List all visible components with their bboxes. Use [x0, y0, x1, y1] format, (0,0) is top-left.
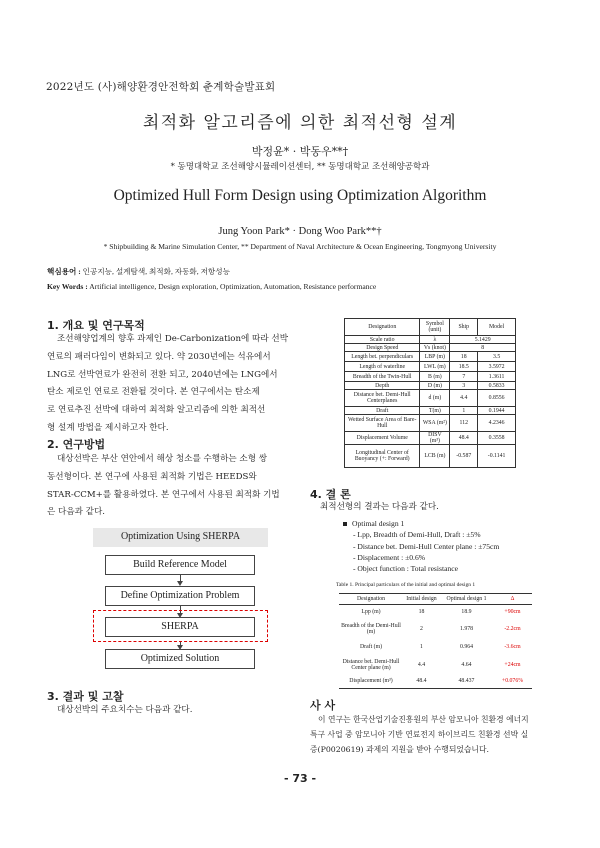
table-cell: 3.5 — [478, 352, 516, 362]
table-cell: Design Speed — [345, 344, 420, 352]
table-cell: Depth — [345, 382, 420, 390]
optimal-design-table — [339, 593, 532, 689]
table-cell: 0.1944 — [478, 407, 516, 415]
table-header-cell: Δ — [510, 596, 515, 602]
table-cell: DISV (m³) — [420, 432, 450, 445]
table-cell: 0.8556 — [478, 390, 516, 407]
table-header-cell: Designation — [356, 596, 385, 602]
table-cell: Length bet. perpendiculars — [345, 352, 420, 362]
section1-line: LNG로 선박연료가 완전히 전환 되고, 2040년에는 LNG에서 — [47, 369, 278, 380]
table-cell: 1 — [420, 643, 423, 650]
table-row — [345, 382, 516, 390]
section3-line: 대상선박의 주요치수는 다음과 같다. — [57, 705, 193, 715]
table-row — [345, 336, 516, 344]
table-cell: 18 — [418, 608, 425, 615]
table-row — [345, 432, 516, 445]
section2-body — [47, 451, 294, 522]
table-header-cell: Model — [478, 319, 516, 336]
section3-body — [47, 702, 294, 720]
table-cell: 0.964 — [459, 643, 474, 650]
section4-heading: 4. 결 론 — [310, 488, 351, 501]
table2-caption: Table 1. Principal particulars of the initial and optimal design 1 — [336, 582, 476, 588]
table-row — [339, 639, 532, 655]
table-cell: 48.437 — [458, 678, 475, 685]
list-item: - Lpp, Breadth of Demi-Hull, Draft : ±5% — [353, 530, 481, 540]
table-row — [345, 390, 516, 407]
table-cell: Breadth of the Demi-Hull (m) — [341, 622, 401, 635]
table-row — [339, 619, 532, 639]
table-row — [345, 415, 516, 432]
table-header-cell: Ship — [450, 319, 478, 336]
table-row — [339, 605, 532, 619]
table-cell: D (m) — [420, 382, 450, 390]
table-row — [345, 352, 516, 362]
authors-ko: 박정윤* · 박동우**† — [251, 145, 349, 158]
table-cell: Displacement (m³) — [349, 678, 393, 685]
table-cell: 48.4 — [450, 432, 478, 445]
keywords-ko-label: 핵심용어 : — [47, 267, 81, 276]
table-row — [339, 675, 532, 689]
table-cell: Draft (m) — [359, 643, 383, 650]
table-header-cell: Symbol (unit) — [420, 319, 450, 336]
table-header-row — [339, 594, 532, 605]
table-row — [345, 372, 516, 382]
bullet-item — [343, 518, 573, 529]
table-cell: Distance bet. Demi-Hull Centerplanes — [345, 390, 420, 407]
section1-line: 형 설계 방법을 제시하고자 한다. — [47, 422, 169, 433]
table-cell: 4.64 — [461, 661, 472, 668]
table-cell: -2.2cm — [504, 625, 521, 632]
table-row — [345, 362, 516, 372]
flow-step-define-problem: Define Optimization Problem — [105, 586, 255, 606]
table-cell: 4.4 — [417, 661, 426, 668]
table-cell: 18.5 — [450, 362, 478, 372]
table-cell: +24cm — [504, 661, 521, 668]
acknowledgment-body — [310, 712, 562, 757]
acknowledgment-line: 이 연구는 한국산업기술진흥원의 부산 암모니아 친환경 에너지 — [318, 715, 529, 724]
keywords-en-label: Key Words : — [47, 282, 88, 291]
table-cell: Distance bet. Demi-Hull Center plane (m) — [342, 658, 400, 671]
table-cell: Length of waterline — [345, 362, 420, 372]
table-cell: d (m) — [420, 390, 450, 407]
acknowledgment-line: 증(P0020619) 과제의 지원을 받아 수행되었습니다. — [310, 745, 489, 754]
section2-line: 동선형이다. 본 연구에 사용된 최적화 기법은 HEEDS와 — [47, 471, 257, 482]
table-cell: λ — [420, 336, 450, 344]
table-row — [345, 344, 516, 352]
table-cell: -0.1141 — [478, 445, 516, 468]
table-cell: +90cm — [504, 608, 521, 615]
section2-line: STAR-CCM+를 활용하였다. 본 연구에서 사용된 최적화 기법 — [47, 489, 280, 500]
table-cell: LBP (m) — [420, 352, 450, 362]
section1-line: 조선해양업계의 향후 과제인 De-Carbonization에 따라 선박 — [57, 334, 288, 344]
list-item: - Distance bet. Demi-Hull Center plane : ±75cm — [353, 541, 500, 551]
table-row — [345, 407, 516, 415]
table-header-row — [345, 319, 516, 336]
table-cell: 18.9 — [461, 608, 472, 615]
table-cell: 4.4 — [450, 390, 478, 407]
page-number: - 73 - — [283, 772, 317, 785]
table-cell: 0.5833 — [478, 382, 516, 390]
principal-dimensions-table — [344, 318, 516, 468]
section2-heading: 2. 연구방법 — [47, 438, 106, 451]
table-cell: +0.076% — [501, 678, 524, 685]
flow-step-build-model: Build Reference Model — [105, 555, 255, 575]
section1-line: 탄소 제로인 연료로 전환될 것이다. 본 연구에서는 탄소제 — [47, 387, 260, 398]
flowchart-header: Optimization Using SHERPA — [93, 528, 268, 547]
table-cell: 18 — [450, 352, 478, 362]
table-cell: 1.978 — [459, 625, 474, 632]
table-cell: Longitudinal Center of Buoyancy (+: Forward) — [345, 445, 420, 468]
table-cell: 112 — [450, 415, 478, 432]
table-cell: Wetted Surface Area of Bare-Hull — [345, 415, 420, 432]
bullet-label: Optimal design 1 — [352, 519, 405, 528]
section2-line: 대상선박은 부산 연안에서 해상 청소를 수행하는 소형 쌍 — [57, 454, 268, 464]
affiliation-en: * Shipbuilding & Marine Simulation Center, ** Department of Naval Architecture & Ocean Engineering, Tongmyong University — [103, 242, 497, 251]
section4-body — [310, 499, 560, 517]
table-cell: 2 — [420, 625, 423, 632]
table-cell: Displacement Volume — [345, 432, 420, 445]
paper-title-ko: 최적화 알고리즘에 의한 최적선형 설계 — [142, 113, 458, 133]
table-cell: 48.4 — [416, 678, 427, 685]
table-cell: -3.6cm — [504, 643, 521, 650]
table-header-cell: Optimal design 1 — [446, 596, 487, 602]
flow-step-sherpa: SHERPA — [105, 617, 255, 637]
acknowledgment-heading: 사 사 — [310, 699, 336, 712]
table-cell: LCB (m) — [420, 445, 450, 468]
acknowledgment-line: 특구 사업 중 암모니아 기반 연료전지 하이브리드 친환경 선박 실 — [310, 730, 529, 739]
section2-line: 은 다음과 같다. — [47, 507, 106, 518]
table-header-cell: Designation — [345, 319, 420, 336]
section3-heading: 3. 결과 및 고찰 — [47, 690, 124, 703]
table-cell: Breadth of the Twin-Hull — [345, 372, 420, 382]
list-item: - Object function : Total resistance — [353, 564, 458, 574]
table-cell: Lpp (m) — [361, 608, 381, 615]
section1-line: 연료의 패러다임이 변화되고 있다. 약 2030년에는 석유에서 — [47, 351, 271, 362]
table-cell: Draft — [345, 407, 420, 415]
section1-heading: 1. 개요 및 연구목적 — [47, 319, 145, 332]
table-cell: 1.3611 — [478, 372, 516, 382]
table-cell: 7 — [450, 372, 478, 382]
bullet-square-icon — [343, 522, 347, 526]
section1-line: 로 연료추진 선박에 대하여 최적화 알고리즘에 의한 최적선 — [47, 405, 266, 416]
section1-body — [47, 331, 294, 438]
table-cell: WSA (m²) — [420, 415, 450, 432]
keywords-en — [47, 282, 376, 291]
flowchart — [93, 528, 268, 670]
keywords-ko-text: 인공지능, 설계탐색, 최적화, 자동화, 저항성능 — [80, 267, 230, 276]
paper-title-en: Optimized Hull Form Design using Optimization Algorithm — [113, 187, 487, 204]
flow-step-optimized: Optimized Solution — [105, 649, 255, 669]
table-cell: 5.1429 — [450, 336, 516, 344]
authors-en: Jung Yoon Park* · Dong Woo Park**† — [218, 226, 382, 237]
keywords-en-text: Artificial intelligence, Design exploration, Optimization, Automation, Resistance performance — [87, 282, 377, 291]
table-cell: 0.3558 — [478, 432, 516, 445]
table-header-cell: Initial design — [406, 596, 437, 602]
table-row — [339, 655, 532, 675]
affiliation-ko: * 동명대학교 조선해양시뮬레이션센터, ** 동명대학교 조선해양공학과 — [170, 162, 430, 172]
table-cell: LWL (m) — [420, 362, 450, 372]
table-cell: 8 — [450, 344, 516, 352]
table-cell: B (m) — [420, 372, 450, 382]
table-cell: T(m) — [420, 407, 450, 415]
table-cell: 4.2346 — [478, 415, 516, 432]
section4-line: 최적선형의 결과는 다음과 같다. — [320, 502, 439, 512]
list-item: - Displacement : ±0.6% — [353, 552, 426, 562]
table-cell: 3 — [450, 382, 478, 390]
conference-header: 2022년도 (사)해양환경안전학회 춘계학술발표회 — [46, 81, 276, 93]
keywords-ko — [47, 266, 230, 277]
optimal-design-list — [343, 518, 573, 574]
table-cell: -0.587 — [450, 445, 478, 468]
table-cell: Vs (knot) — [420, 344, 450, 352]
table-cell: Scale ratio — [345, 336, 420, 344]
table-row — [345, 445, 516, 468]
table-cell: 3.5972 — [478, 362, 516, 372]
table-cell: 1 — [450, 407, 478, 415]
